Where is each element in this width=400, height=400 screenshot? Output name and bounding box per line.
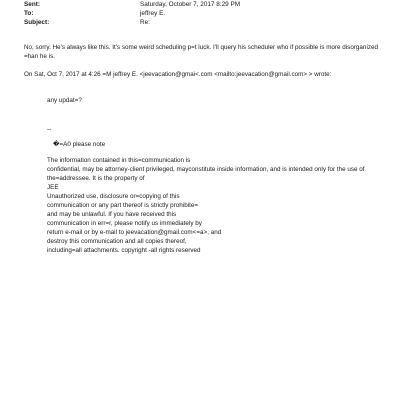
disclaimer-block bbox=[47, 156, 387, 255]
disclaimer-line-2: confidential, may be attorney-client privileged, mayconstitute inside information, and is intended only for the use of the=addressee. It is the property of bbox=[47, 166, 365, 182]
disclaimer-line-1: The information contained in this=communication is bbox=[47, 157, 191, 164]
to-row bbox=[24, 9, 384, 18]
quoted-message bbox=[47, 96, 387, 149]
disclaimer-line-6: and may be unlawful. If you have received this bbox=[47, 211, 177, 218]
sent-label: Sent: bbox=[24, 1, 40, 8]
disclaimer-line-5: communication or any part thereof is strictly prohibite= bbox=[47, 202, 199, 209]
quoted-line-2: -- bbox=[47, 126, 52, 133]
quoted-line-1: any updat=? bbox=[47, 97, 82, 104]
disclaimer-line-10: including=all attachments. copyright -all rights reserved bbox=[47, 247, 201, 254]
quoted-line-3: �=A0 please note bbox=[53, 141, 106, 148]
subject-value: Re: bbox=[140, 19, 150, 26]
subject-row bbox=[24, 18, 384, 27]
to-value: jeffrey E. bbox=[140, 10, 166, 17]
disclaimer-line-4: Unauthorized use, disclosure or=copying of this bbox=[47, 193, 180, 200]
disclaimer-line-9: destroy this communication and all copies thereof, bbox=[47, 238, 187, 245]
quote-header: On Sat, Oct 7, 2017 at 4:26 =M jeffrey E. <jeevacation@gmai<.com <mailto:jeevacation@gmail.com> > wrote: bbox=[24, 71, 332, 78]
sent-row bbox=[24, 0, 384, 9]
disclaimer-line-7: communication in err=r, please notify us immediately by bbox=[47, 220, 202, 227]
sent-value: Saturday, October 7, 2017 8:29 PM bbox=[140, 1, 241, 8]
email-header bbox=[24, 0, 384, 27]
subject-label: Subject: bbox=[24, 19, 50, 26]
disclaimer-line-3: JEE bbox=[47, 184, 59, 191]
reply-body: No, sorry. He's always like this. It's some weird scheduling p=t luck. I'll query his scheduler who if possible is more disorganized =han he is. bbox=[24, 44, 378, 60]
to-label: To: bbox=[24, 10, 34, 17]
disclaimer-line-8: return e-mail or by e-mail to jeevacation@gmail.com<=a>, and bbox=[47, 229, 222, 236]
